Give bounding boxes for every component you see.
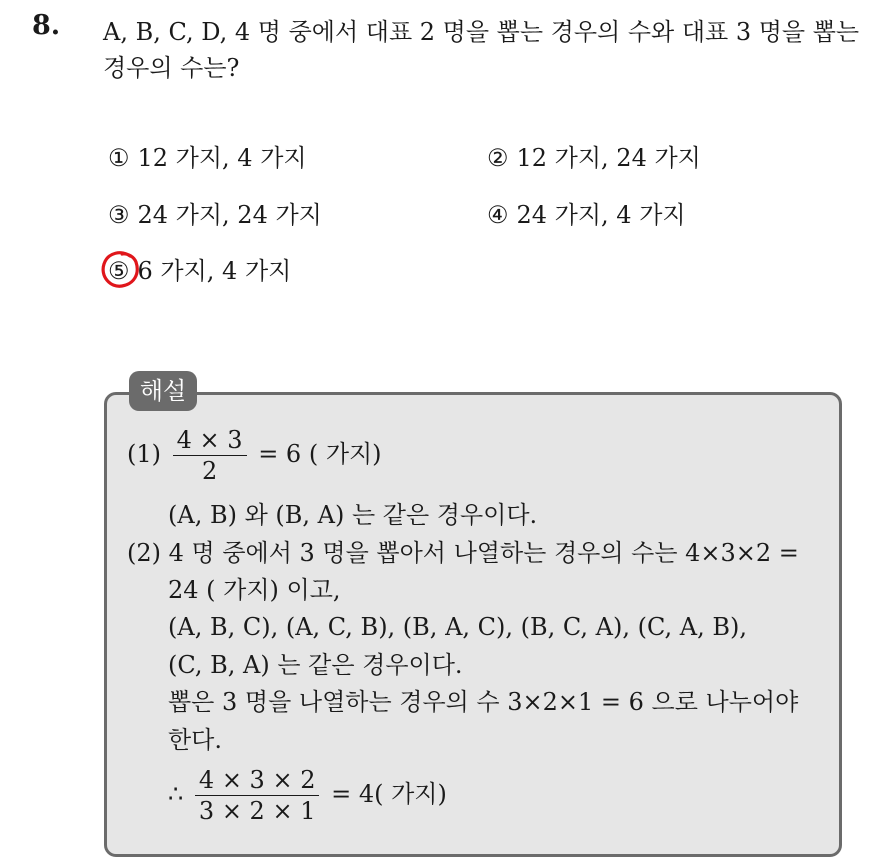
choice-3-text: 24 가지, 24 가지 xyxy=(137,201,322,229)
choice-3[interactable] xyxy=(108,200,322,230)
solution-line-7: 뽑은 3 명을 나열하는 경우의 수 3×2×1 = 6 으로 나누어야 xyxy=(168,688,799,716)
choice-5-mark: ⑤ xyxy=(108,257,130,285)
choice-4-text: 24 가지, 4 가지 xyxy=(516,201,686,229)
choice-3-mark: ③ xyxy=(108,201,130,229)
fraction-2 xyxy=(195,765,320,826)
solution-line-3: (2) 4 명 중에서 3 명을 뽑아서 나열하는 경우의 수는 4×3×2 = xyxy=(127,539,799,567)
answer-circle-mark xyxy=(100,248,142,290)
question-text: A, B, C, D, 4 명 중에서 대표 2 명을 뽑는 경우의 수와 대표 3 명을 뽑는 경우의 수는? xyxy=(103,18,860,82)
fraction-1 xyxy=(173,425,247,486)
choice-1[interactable] xyxy=(108,143,307,173)
therefore-symbol: ∴ xyxy=(168,780,184,808)
solution-line-1 xyxy=(127,425,382,486)
choice-5-text: 6 가지, 4 가지 xyxy=(137,257,292,285)
choice-4[interactable] xyxy=(487,200,686,230)
fraction-2-denominator: 3 × 2 × 1 xyxy=(198,797,316,825)
fraction-1-denominator: 2 xyxy=(201,457,218,485)
solution-line-2: (A, B) 와 (B, A) 는 같은 경우이다. xyxy=(168,501,538,529)
choice-2-mark: ② xyxy=(487,144,509,172)
solution-line-4: 24 ( 가지) 이고, xyxy=(168,576,341,604)
solution-line-5: (A, B, C), (A, C, B), (B, A, C), (B, C, A), (C, A, B), xyxy=(168,613,747,641)
fraction-1-result: = 6 ( 가지) xyxy=(258,440,382,468)
solution-line-9 xyxy=(168,765,447,826)
fraction-2-numerator: 4 × 3 × 2 xyxy=(195,765,320,796)
choice-4-mark: ④ xyxy=(487,201,509,229)
question-number: 8. xyxy=(32,10,61,41)
choice-2[interactable] xyxy=(487,143,701,173)
solution-line-6: (C, B, A) 는 같은 경우이다. xyxy=(168,651,463,679)
fraction-2-result: = 4( 가지) xyxy=(331,780,447,808)
choice-2-text: 12 가지, 24 가지 xyxy=(516,144,701,172)
choice-1-text: 12 가지, 4 가지 xyxy=(137,144,307,172)
fraction-1-numerator: 4 × 3 xyxy=(173,425,247,456)
solution-tab: 해설 xyxy=(129,371,197,411)
choice-1-mark: ① xyxy=(108,144,130,172)
step-1-label: (1) xyxy=(127,440,161,468)
solution-line-8: 한다. xyxy=(168,726,222,754)
